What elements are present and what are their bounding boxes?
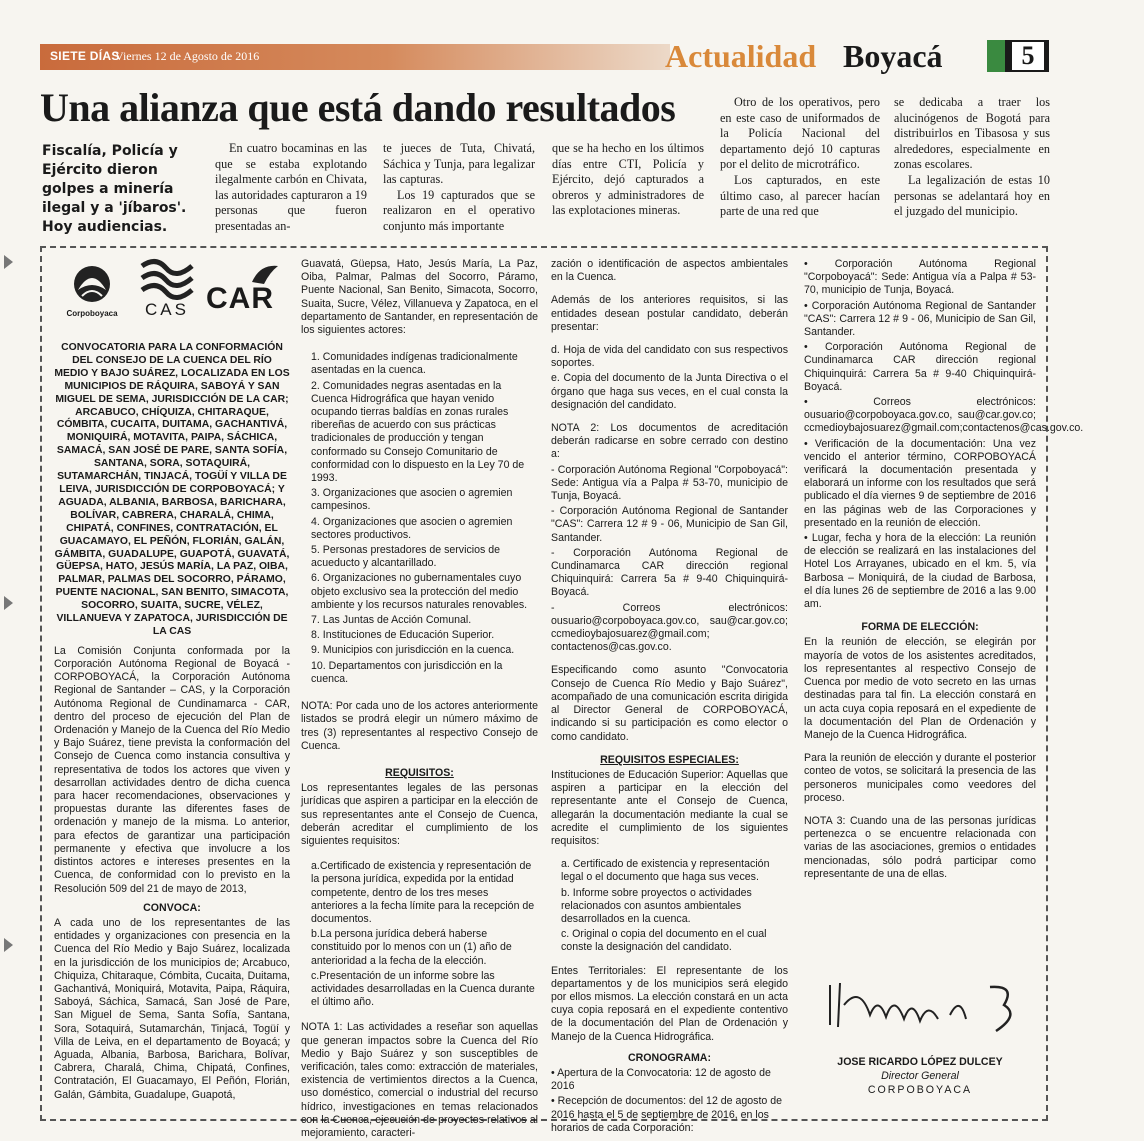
actor-item: 4. Organizaciones que asocien o agremien sectores productivos. xyxy=(311,515,513,541)
section-title-boyaca: Boyacá xyxy=(843,38,943,74)
forma-eleccion-heading: FORMA DE ELECCIÓN: xyxy=(861,621,979,634)
article-paragraph: se dedicaba a traer los alucinógenos de Bogotá para distribuirlos en Tibasosa y sus alrededores, especialmente en zonas escolares. xyxy=(894,95,1050,172)
actor-item: 9. Municipios con jurisdicción en la cuenca. xyxy=(311,644,515,657)
requisito-d: d. Hoja de vida del candidato con sus respectivos soportes. xyxy=(551,344,788,370)
destino-item: - Correos electrónicos: ousuario@corpoboyaca.gov.co, sau@car.gov.co; ccmedioybajosuarez@gmail.com; contactenos@cas.gov.co. xyxy=(551,601,788,654)
article-column-1 xyxy=(215,141,367,235)
actor-item: 8. Instituciones de Educación Superior. xyxy=(311,629,495,642)
notice-column-3 xyxy=(551,258,788,1137)
margin-arrow-icon xyxy=(4,255,13,269)
convoca-text: A cada uno de los representantes de las entidades y organizaciones con presencia en la Cuenca del Río Medio y Bajo Suárez, localizada en la jurisdicción de los municipios de; Arcabuco, Chiquiza, Chitaraque, Cómbita, Cucaita, Duitama, Gachantivá, Moniquirá, Motavita, Paipa, Ráquira, Saboyá, Sáchica, Samacá, San José de Pare, San Miguel de Sema, Santa Sofía, Santana, Sora, Sotaquirá, Sutamarchán, Tinjacá, Togüí y Villa de Leiva, en el departamento de Boyacá; y Aguada, Albania, Barbosa, Barichara, Bolívar, Cabrera, Charalá, Chima, Chipatá, Confines, Contratación, El Guacamayo, El Peñón, Florián, Galán, Gámbita, Guadalupe, Guapotá, xyxy=(54,916,290,1101)
destino-item: - Corporación Autónoma Regional "Corpoboyacá": Sede: Antigua vía a Palpa # 53-70, municipio de Tunja, Boyacá. xyxy=(551,463,788,503)
nota-1-continued: zación o identificación de aspectos ambientales en la Cuenca. xyxy=(551,258,788,284)
requisito-item: c.Presentación de un informe sobre las actividades desarrolladas en la Cuenca durante el último año. xyxy=(311,969,535,1009)
cronograma-item: • Apertura de la Convocatoria: 12 de agosto de 2016 xyxy=(551,1066,771,1093)
requisito-item: b.La persona jurídica deberá haberse constituido por lo menos con un (1) año de anterioridad a la fecha de la elección. xyxy=(311,928,512,967)
reunion-text: Para la reunión de elección y durante el posterior conteo de votos, se solicitará la presencia de las personeros municipales como veedores del proceso. xyxy=(804,752,1036,804)
cronograma-detail: • Corporación Autónoma Regional "Corpoboyacá": Sede: Antigua vía a Palpa # 53-70, municipio de Tunja, Boyacá. xyxy=(804,258,1036,297)
postulacion-text: Además de los anteriores requisitos, si las entidades desean postular candidato, deberán presentar: xyxy=(551,294,788,333)
cronograma-detail: • Corporación Autónoma Regional de Santander "CAS": Carrera 12 # 9 - 06, Municipio de San Gil, Santander. xyxy=(804,299,1036,339)
especial-item: b. Informe sobre proyectos o actividades relacionados con asuntos ambientales desarrollados en la cuenca. xyxy=(561,886,752,925)
paper-name: SIETE DÍAS xyxy=(50,49,120,63)
article-paragraph: Otro de los operativos, pero en este caso de uniformados de la Policía Nacional del departamento dejó 10 capturas por el delito de microtráfico. xyxy=(720,95,880,172)
requisitos-text: Los representantes legales de las personas jurídicas que aspiren a participar en la elección de sus representantes ante el Consejo de Cuenca, deberán acreditar el cumplimiento de los siguientes requisitos: xyxy=(301,782,538,847)
asunto-text: Especificando como asunto "Convocatoria Consejo de Cuenca Río Medio y Bajo Suárez", acompañado de una comunicación escrita dirigida al Director General de CORPOBOYACÁ, indicando si su participación es como elector o como candidato. xyxy=(551,664,788,743)
car-logo-label: CAR xyxy=(206,282,274,315)
notice-column-2 xyxy=(301,258,538,1141)
especial-item: c. Original o copia del documento en el cual conste la designación del candidato. xyxy=(561,928,767,954)
article-column-3 xyxy=(552,141,704,219)
nota-1: NOTA 1: Las actividades a reseñar son aquellas que generan impactos sobre la Cuenca del Río Medio y Bajo Suárez y son susceptibles de verificación, tales como: extracción de materiales, existencia de vertimientos directos a la Cuenca, uso doméstico, comercial o industrial del recurso hídrico, investigaciones en temas relacionados con la Cuenca, ejecución de proyectos relativos al mejoramiento, caracteri- xyxy=(301,1021,538,1139)
actor-item: 1. Comunidades indígenas tradicionalmente asentadas en la cuenca. xyxy=(311,351,518,377)
convoca-heading: CONVOCA: xyxy=(143,901,201,914)
nota-2: NOTA 2: Los documentos de acreditación deberán radicarse en sobre cerrado con destino a: xyxy=(551,422,788,461)
cronograma-heading: CRONOGRAMA: xyxy=(628,1051,711,1064)
actor-item: 5. Personas prestadores de servicios de acueducto y alcantarillado. xyxy=(311,544,501,570)
actor-item: 2. Comunidades negras asentadas en la Cuenca Hidrográfica que hayan venido ocupando tierras baldías en zonas rurales ribereñas de acuerdo con sus prácticas tradicionales de producción y tengan conformado su Consejo Comunitario de conformidad con lo dispuesto en la Ley 70 de 1993. xyxy=(311,379,525,485)
requisitos-heading: REQUISITOS: xyxy=(385,766,454,779)
signer-title: Director General xyxy=(881,1070,959,1082)
cas-logo-label: CAS xyxy=(145,300,189,319)
requisito-e: e. Copia del documento de la Junta Directiva o el órgano que haga sus veces, en el cual consta la designación del candidato. xyxy=(551,372,788,411)
corpoboyaca-logo-label: Corpoboyaca xyxy=(66,309,118,318)
actors-intro: Guavatá, Güepsa, Hato, Jesús María, La Paz, Oiba, Palmar, Palmas del Socorro, Páramo, Puente Nacional, San Benito, Simacota, Socorro, Suaita, Sucre, Vélez, Villanueva y Zapatoca, en el departamento de Santander, en representación de los siguientes actores: xyxy=(301,258,538,337)
article-paragraph: que se ha hecho en los últimos días entre CTI, Policía y Ejército, dejó capturados a obreros y administradores de las explotaciones mineras. xyxy=(552,141,704,218)
section-title-actualidad: Actualidad xyxy=(665,38,817,74)
entes-territoriales: Entes Territoriales: El representante de los departamentos y de los municipios será elegido por ellos mismos. La elección constará en un acta cuya copia reposará en el expediente contentivo de la documentación del Plan de Ordenación y Manejo de la Cuenca Hidrográfica. xyxy=(551,964,788,1043)
article-column-4 xyxy=(720,95,880,220)
destino-item: - Corporación Autónoma Regional de Santander "CAS": Carrera 12 # 9 - 06, Municipio de San Gil, Santander. xyxy=(551,505,788,544)
forma-eleccion-text: En la reunión de elección, se elegirán por mayoría de votos de los asistentes acreditados, los representantes al respectivo Consejo de Cuenca por medio de voto secreto en las urnas destinadas para tal fin. La elección constará en un acta cuya copia reposará en el expediente de la documentación del Plan de Ordenación y Manejo de la Cuenca Hidrográfica. xyxy=(804,636,1036,741)
article-paragraph: La legalización de estas 10 personas se adelantará hoy en el juzgado del municipio. xyxy=(894,172,1050,219)
nota-3: NOTA 3: Cuando una de las personas jurídicas pertenezca o se encuentre relacionada con varias de las asociaciones, gremios o entidades mencionadas, sólo podrá participar como representante de una de ellas. xyxy=(804,814,1036,880)
cronograma-item: • Recepción de documentos: del 12 de agosto de 2016 hasta el 5 de septiembre de 2016, en los horarios de cada Corporación: xyxy=(551,1095,783,1134)
page-number: 5 xyxy=(1010,40,1046,72)
especial-item: a. Certificado de existencia y representación legal o el documento que haga sus veces. xyxy=(561,858,770,884)
article-paragraph: Los capturados, en este último caso, al parecer hacían parte de una red que xyxy=(720,172,880,219)
article-column-5 xyxy=(894,95,1050,220)
actor-item: 10. Departamentos con jurisdicción en la cuenca. xyxy=(311,659,503,685)
signer-name: JOSE RICARDO LÓPEZ DULCEY xyxy=(837,1056,1003,1068)
article-paragraph: te jueces de Tuta, Chivatá, Sáchica y Tunja, para legalizar las capturas. xyxy=(383,141,535,187)
notice-intro: La Comisión Conjunta conformada por la Corporación Autónoma Regional de Boyacá - CORPOBOYACÁ, la Corporación Autónoma Regional de Santander – CAS, y la Corporación Autónoma Regional de Cundinamarca - CAR, dentro del proceso de ejecución del Plan de Ordenación y Manejo de la Cuenca del Río Medio y Bajo Suárez, tiene prevista la conformación del Consejo de Cuenca como instancia consultiva y representativa de todos los actores que viven y desarrollan actividades dentro de dicha cuenca para hacer recomendaciones, observaciones y propuestas durante las diferentes fases de ordenación y manejo de la misma. Lo anterior, para efectos de garantizar una participación permanente y efectiva que involucre a los distintos actores e intereses presentes en la Cuenca, de conformidad con lo previsto en la Resolución 509 del 21 de mayo de 2013, xyxy=(54,644,290,895)
signer-organization: CORPOBOYACA xyxy=(867,1084,973,1096)
article-paragraph: Los 19 capturados que se realizaron en el operativo conjunto más importante xyxy=(383,187,535,233)
signature-image xyxy=(820,975,1030,1040)
notice-column-4 xyxy=(804,258,1084,883)
article-deck: Fiscalía, Policía y Ejército dieron golpes a minería ilegal y a 'jíbaros'. Hoy audiencias. xyxy=(42,143,187,235)
margin-arrow-icon xyxy=(4,596,13,610)
margin-arrow-icon xyxy=(4,938,13,952)
cronograma-detail: • Corporación Autónoma Regional de Cundinamarca CAR dirección regional Chiquinquirá: Carrera 5a # 9-40 Chiquinquirá-Boyacá. xyxy=(804,341,1036,393)
cronograma-detail: • Correos electrónicos: ousuario@corpoboyaca.gov.co, sau@car.gov.co; ccmedioybajosuarez@gmail.com;contactenos@cas.gov.co. xyxy=(804,396,1084,435)
notice-column-1 xyxy=(54,342,290,1104)
actor-item: 7. Las Juntas de Acción Comunal. xyxy=(311,614,472,627)
actor-item: 6. Organizaciones no gubernamentales cuyo objeto exclusivo sea la protección del medio ambiente y los recursos naturales renovables. xyxy=(311,572,528,611)
issue-date: Viernes 12 de Agosto de 2016 xyxy=(115,49,260,63)
especiales-heading: REQUISITOS ESPECIALES: xyxy=(600,753,739,766)
article-column-2 xyxy=(383,141,535,235)
actor-item: 3. Organizaciones que asocien o agremien campesinos. xyxy=(311,487,513,513)
cronograma-detail: • Verificación de la documentación: Una vez vencido el anterior término, CORPOBOYACÁ verificará la documentación presentada y elaborará un informe con los resultados que será publicado el día viernes 9 de septiembre de 2016 en las páginas web de las Corporaciones y presentado en la reunión de elección. xyxy=(804,437,1036,529)
article-headline: Una alianza que está dando resultados xyxy=(40,85,676,130)
especiales-text: Instituciones de Educación Superior: Aquellas que aspiren a participar en la elección del representante ante el Consejo de Cuenca, allegarán la documentación mediante la cual se acredite el cumplimiento de los siguientes requisitos: xyxy=(551,768,788,847)
cronograma-detail: • Lugar, fecha y hora de la elección: La reunión de elección se realizará en las instalaciones del Hotel Los Arrayanes, ubicado en el km. 5, vía Barbosa – Moniquirá, de la ciudad de Barbosa, el día lunes 26 de septiembre de 2016 a las 9.00 am. xyxy=(804,532,1036,611)
page-number-stripe xyxy=(987,40,1005,72)
corpoboyaca-logo xyxy=(58,260,126,320)
notice-title: CONVOCATORIA PARA LA CONFORMACIÓN DEL CONSEJO DE LA CUENCA DEL RÍO MEDIO Y BAJO SUÁREZ, LOCALIZADA EN LOS MUNICIPIOS DE RÁQUIRA, SABOYÁ Y SAN MIGUEL DE SEMA, JURISDICCIÓN DE LA CAR; ARCABUCO, CHÍQUIZA, CHITARAQUE, CÓMBITA, CUCAITA, DUITAMA, GACHANTIVÁ, MONIQUIRÁ, MOTAVITA, PAIPA, SÁCHICA, SAMACÁ, SAN JOSÉ DE PARE, SANTA SOFÍA, SANTANA, SORA, SOTAQUIRÁ, SUTAMARCHÁN, TINJACÁ, TOGÜÍ Y VILLA DE LEIVA, JURISDICCIÓN DE CORPOBOYACÁ; Y AGUADA, ALBANIA, BARBOSA, BARICHARA, BOLÍVAR, CABRERA, CHARALÁ, CHIMA, CHIPATÁ, CONFINES, CONTRATACIÓN, EL GUACAMAYO, EL PEÑÓN, FLORIÁN, GALÁN, GÁMBITA, GUADALUPE, GUAPOTÁ, GUAVATÁ, GÜEPSA, HATO, JESÚS MARÍA, LA PAZ, OIBA, PALMAR, PALMAS DEL SOCORRO, PÁRAMO, PUENTE NACIONAL, SAN BENITO, SIMACOTA, SOCORRO, SUAITA, SUCRE, VÉLEZ, VILLANUEVA Y ZAPATOCA, JURISDICCIÓN DE LA CAS xyxy=(54,342,290,637)
requisito-item: a.Certificado de existencia y representación de la persona jurídica, expedida por la entidad competente, dentro de los tres meses anteriores a la fecha límite para la recepción de documentos. xyxy=(311,860,535,925)
car-logo xyxy=(206,262,286,322)
article-paragraph: En cuatro bocaminas en las que se estaba explotando ilegalmente carbón en Chivata, las autoridades capturaron a 19 personas que fueron presentadas an- xyxy=(215,141,367,233)
cas-logo xyxy=(136,256,198,318)
actors-note: NOTA: Por cada uno de los actores anteriormente listados se prodrá elegir un número máximo de tres (3) representantes al respectivo Consejo de Cuenca. xyxy=(301,700,538,752)
destino-item: - Corporación Autónoma Regional de Cundinamarca CAR dirección regional Chiquinquirá: Carrera 5a # 9-40 Chiquinquirá-Boyacá. xyxy=(551,546,788,599)
